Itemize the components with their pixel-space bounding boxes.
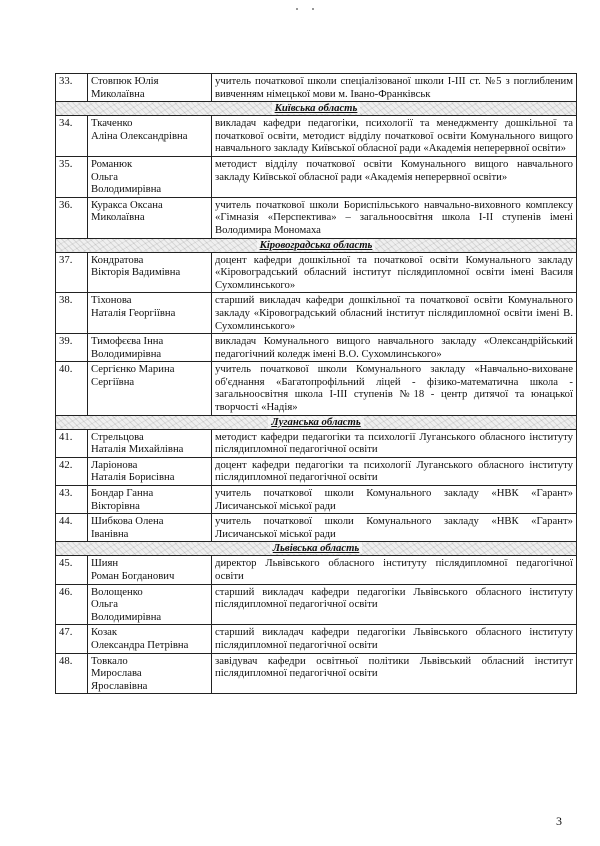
table-row (56, 653, 577, 694)
table-row (56, 74, 577, 102)
table-row (56, 197, 577, 238)
table-row (56, 293, 577, 334)
person-name-line: Володимирівна (91, 183, 162, 196)
person-name (88, 486, 212, 514)
person-name (88, 653, 212, 694)
person-name-line: Мирослава (91, 667, 142, 680)
person-name-line: Ларіонова (91, 458, 138, 471)
row-number: 35. (56, 156, 88, 197)
position-description: учитель початкової школи Комунального закладу «НВК «Гарант» Лисичанської міської ради (212, 514, 577, 542)
person-name-line: Вікторівна (91, 499, 140, 512)
table-row (56, 625, 577, 653)
person-name (88, 429, 212, 457)
position-description: викладач Комунального вищого навчального закладу «Олександрійський педагогічний коледж імені В.О. Сухомлинського» (212, 334, 577, 362)
position-description: учитель початкової школи Комунального закладу «НВК «Гарант» Лисичанської міської ради (212, 486, 577, 514)
table-row (56, 156, 577, 197)
row-number: 39. (56, 334, 88, 362)
person-name-line: Ольга (91, 170, 119, 183)
person-name-line: Шиян (91, 557, 119, 570)
table-row (56, 116, 577, 157)
person-name (88, 584, 212, 625)
position-description: викладач кафедри педагогіки, психології та менеджменту дошкільної та початкової освіти, методист відділу початкової освіти Комунального вищого навчального закладу Київської обласної ради «Академія неперервної освіти» (212, 116, 577, 157)
person-name-line: Аліна Олександрівна (91, 129, 188, 142)
region-title: Київська область (272, 102, 361, 114)
row-number: 37. (56, 252, 88, 293)
person-name (88, 556, 212, 584)
person-name-line: Ярославівна (91, 679, 148, 692)
person-name-line: Бондар Ганна (91, 487, 154, 500)
person-name-line: Шибкова Олена (91, 515, 164, 528)
table-row (56, 362, 577, 415)
region-title: Луганська область (268, 416, 363, 428)
table-row (56, 252, 577, 293)
person-name-line: Миколаївна (91, 211, 145, 224)
row-number: 36. (56, 197, 88, 238)
person-name (88, 116, 212, 157)
table-row (56, 486, 577, 514)
person-name (88, 252, 212, 293)
person-name-line: Тіхонова (91, 294, 132, 307)
row-number: 34. (56, 116, 88, 157)
region-title: Кіровоградська область (257, 239, 376, 251)
person-name-line: Вікторія Вадимівна (91, 266, 181, 279)
position-description: старший викладач кафедри педагогіки Львівського обласного інституту післядипломної педагогічної освіти (212, 584, 577, 625)
position-description: методист відділу початкової освіти Комунального вищого навчального закладу Київської обласної ради «Академія неперервної освіти» (212, 156, 577, 197)
table-row (56, 457, 577, 485)
person-name-line: Ткаченко (91, 117, 133, 130)
table-row (56, 584, 577, 625)
position-description: завідувач кафедри освітньої політики Львівський обласний інститут післядипломної педагогічної освіти (212, 653, 577, 694)
person-name-line: Миколаївна (91, 87, 145, 100)
position-description: старший викладач кафедри педагогіки Львівського обласного інституту післядипломної педагогічної освіти (212, 625, 577, 653)
region-header-row (56, 102, 577, 116)
region-header-row (56, 238, 577, 252)
person-name-line: Стрельцова (91, 430, 144, 443)
position-description: учитель початкової школи спеціалізованої школи І-ІІІ ст. №5 з поглибленим вивченням німецької мови м. Івано-Франківськ (212, 74, 577, 102)
person-name (88, 334, 212, 362)
table-row (56, 429, 577, 457)
row-number: 45. (56, 556, 88, 584)
person-name-line: Сергієнко Марина (91, 363, 175, 376)
table-row (56, 334, 577, 362)
person-name (88, 293, 212, 334)
region-title: Львівська область (270, 542, 363, 554)
table-row (56, 514, 577, 542)
person-name-line: Іванівна (91, 527, 129, 540)
person-name-line: Володимирівна (91, 610, 162, 623)
scan-artifact (312, 8, 314, 10)
person-name-line: Тимофєєва Інна (91, 335, 164, 348)
region-header (56, 542, 577, 556)
person-name-line: Сергіївна (91, 375, 135, 388)
position-description: методист кафедри педагогіки та психології Луганського обласного інституту післядипломної педагогічної освіти (212, 429, 577, 457)
row-number: 40. (56, 362, 88, 415)
person-name-line: Романюк (91, 157, 133, 170)
row-number: 41. (56, 429, 88, 457)
person-name-line: Стовпюк Юлія (91, 75, 159, 87)
region-header-row (56, 542, 577, 556)
position-description: директор Львівського обласного інституту післядипломної педагогічної освіти (212, 556, 577, 584)
person-name-line: Наталія Михайлівна (91, 443, 184, 456)
person-name-line: Наталія Георгіївна (91, 306, 176, 319)
position-description: учитель початкової школи Бориспільського навчально-виховного комплексу «Гімназія «Перспектива» – загальноосвітня школа І-ІІ ступенів імені Володимира Мономаха (212, 197, 577, 238)
row-number: 42. (56, 457, 88, 485)
position-description: учитель початкової школи Комунального закладу «Навчально-виховане об'єднання «Багатопрофільний ліцей - фізико-математична школа - загальноосвітня школа І-ІІІ ступенів №18 - центр дитячої та юнацької творчості «Надія» (212, 362, 577, 415)
person-name-line: Роман Богданович (91, 570, 175, 582)
region-header (56, 238, 577, 252)
position-description: старший викладач кафедри дошкільної та початкової освіти Комунального закладу «Кіровоградський обласний інститут післядипломної освіти імені В. Сухомлинського» (212, 293, 577, 334)
participants-table (55, 73, 577, 694)
row-number: 33. (56, 74, 88, 102)
table-row (56, 556, 577, 584)
person-name (88, 156, 212, 197)
row-number: 44. (56, 514, 88, 542)
person-name-line: Володимирівна (91, 347, 162, 360)
row-number: 43. (56, 486, 88, 514)
person-name-line: Куракса Оксана (91, 198, 163, 211)
person-name-line: Ольга (91, 598, 119, 611)
scan-artifact (296, 8, 298, 10)
region-header-row (56, 415, 577, 429)
row-number: 47. (56, 625, 88, 653)
position-description: доцент кафедри дошкільної та початкової освіти Комунального закладу «Кіровоградський обласний інститут післядипломної освіти імені Василя Сухомлинського» (212, 252, 577, 293)
person-name-line: Волощенко (91, 585, 143, 598)
person-name-line: Кондратова (91, 253, 144, 266)
page-number: 3 (556, 814, 562, 828)
person-name-line: Олександра Петрівна (91, 638, 189, 651)
person-name-line: Козак (91, 626, 118, 639)
person-name (88, 362, 212, 415)
person-name (88, 74, 212, 102)
person-name (88, 197, 212, 238)
region-header (56, 415, 577, 429)
row-number: 38. (56, 293, 88, 334)
region-header (56, 102, 577, 116)
person-name (88, 625, 212, 653)
position-description: доцент кафедри педагогіки та психології Луганського обласного інституту післядипломної педагогічної освіти (212, 457, 577, 485)
person-name-line: Товкало (91, 654, 128, 667)
participants-table-body (56, 74, 577, 694)
person-name (88, 457, 212, 485)
row-number: 46. (56, 584, 88, 625)
row-number: 48. (56, 653, 88, 694)
person-name-line: Наталія Борисівна (91, 471, 175, 484)
person-name (88, 514, 212, 542)
